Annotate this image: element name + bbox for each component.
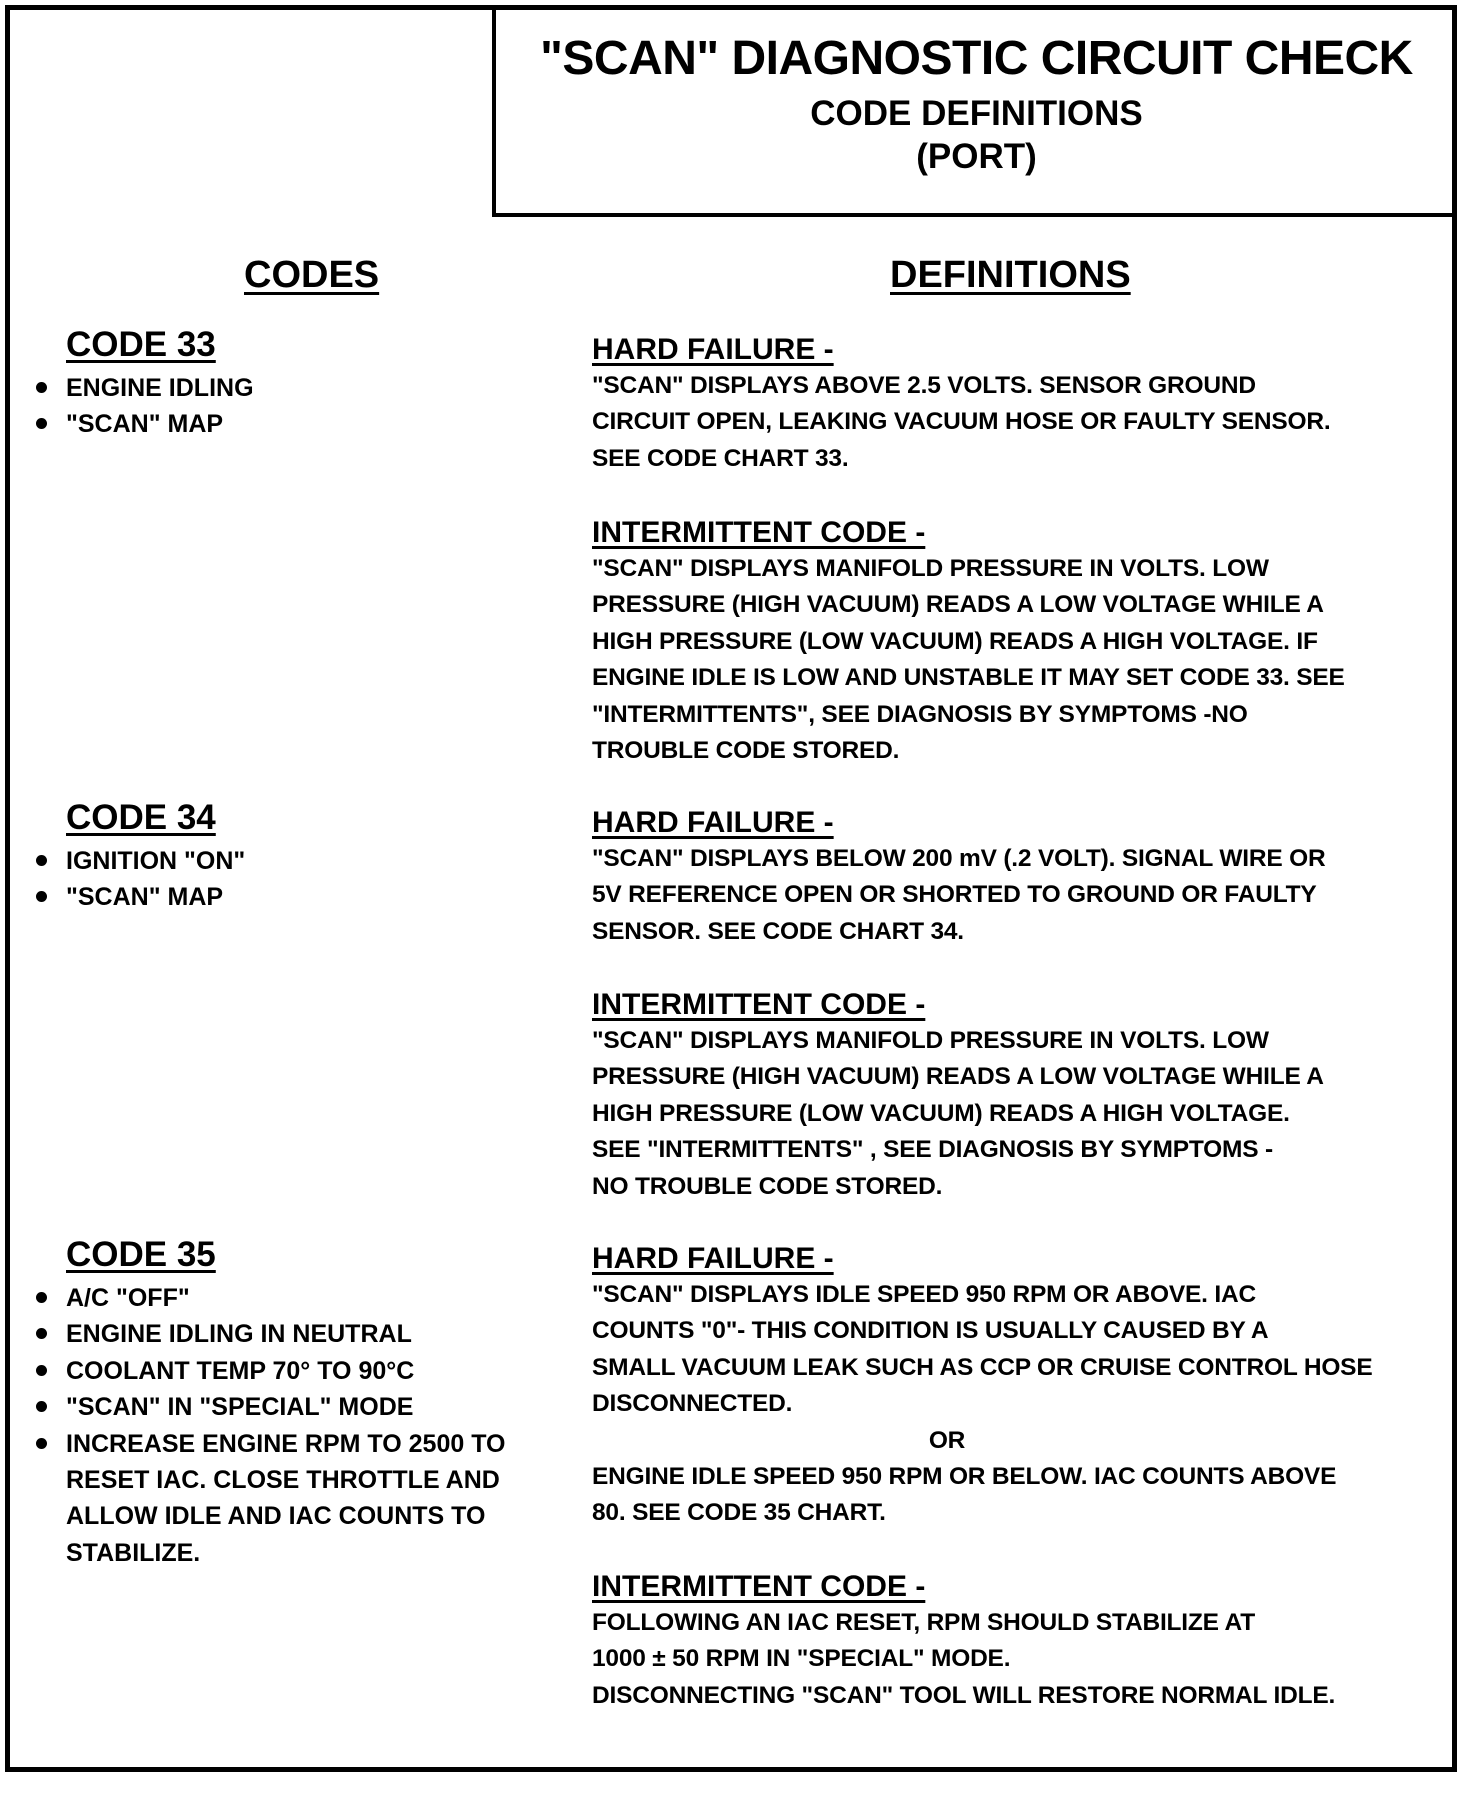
definition-heading: INTERMITTENT CODE -	[592, 516, 926, 549]
condition-item: "SCAN" MAP	[30, 879, 540, 915]
code-34-hard-failure	[592, 805, 1422, 950]
definition-text: "SCAN" DISPLAYS BELOW 200 mV (.2 VOLT). SIGNAL WIRE OR 5V REFERENCE OPEN OR SHORTED TO GROUND OR FAULTY SENSOR. SEE CODE CHART 34.	[592, 845, 1326, 945]
subtitle-line-2: (PORT)	[916, 137, 1037, 176]
definition-heading: INTERMITTENT CODE -	[592, 988, 926, 1021]
code-33-conditions	[30, 370, 540, 443]
condition-item: ENGINE IDLING	[30, 370, 540, 406]
code-34-title: CODE 34	[66, 798, 216, 837]
condition-item: ENGINE IDLING IN NEUTRAL	[30, 1316, 540, 1352]
definitions-column-heading: DEFINITIONS	[890, 254, 1131, 296]
code-35-hard-failure	[592, 1241, 1422, 1532]
definition-text: "SCAN" DISPLAYS IDLE SPEED 950 RPM OR ABOVE. IAC COUNTS "0"- THIS CONDITION IS USUALLY CAUSED BY A SMALL VACUUM LEAK SUCH AS CCP OR CRUISE CONTROL HOSE DISCONNECTED.	[592, 1281, 1373, 1418]
condition-item: "SCAN" IN "SPECIAL" MODE	[30, 1389, 540, 1425]
code-34-conditions	[30, 843, 540, 916]
subtitle-line-1: CODE DEFINITIONS	[810, 94, 1143, 133]
definition-heading: HARD FAILURE -	[592, 1242, 834, 1275]
definition-heading: HARD FAILURE -	[592, 333, 834, 366]
title-box	[492, 5, 1457, 217]
definition-text-alt: ENGINE IDLE SPEED 950 RPM OR BELOW. IAC COUNTS ABOVE 80. SEE CODE 35 CHART.	[592, 1463, 1337, 1527]
code-33-hard-failure	[592, 332, 1422, 477]
code-34-intermittent	[592, 987, 1422, 1205]
codes-column-heading: CODES	[244, 254, 380, 296]
condition-item: A/C "OFF"	[30, 1280, 540, 1316]
or-separator: OR	[928, 1426, 966, 1454]
definition-heading: INTERMITTENT CODE -	[592, 1570, 926, 1603]
condition-item: "SCAN" MAP	[30, 406, 540, 442]
condition-item: COOLANT TEMP 70° TO 90°C	[30, 1353, 540, 1389]
code-35-title: CODE 35	[66, 1235, 216, 1274]
code-35-conditions	[30, 1280, 540, 1571]
code-33-title: CODE 33	[66, 325, 216, 364]
code-35-intermittent	[592, 1569, 1422, 1714]
definition-text: FOLLOWING AN IAC RESET, RPM SHOULD STABILIZE AT 1000 ± 50 RPM IN "SPECIAL" MODE. DISCONNECTING "SCAN" TOOL WILL RESTORE NORMAL IDLE.	[592, 1609, 1336, 1709]
condition-item: IGNITION "ON"	[30, 843, 540, 879]
definition-heading: HARD FAILURE -	[592, 806, 834, 839]
definition-text: "SCAN" DISPLAYS MANIFOLD PRESSURE IN VOLTS. LOW PRESSURE (HIGH VACUUM) READS A LOW VOLTAGE WHILE A HIGH PRESSURE (LOW VACUUM) READS A HIGH VOLTAGE. IF ENGINE IDLE IS LOW AND UNSTABLE IT MAY SET CODE 33. SEE "INTERMITTENTS", SEE DIAGNOSIS BY SYMPTOMS -NO TROUBLE CODE STORED.	[592, 555, 1345, 765]
definition-text: "SCAN" DISPLAYS ABOVE 2.5 VOLTS. SENSOR GROUND CIRCUIT OPEN, LEAKING VACUUM HOSE OR FAULTY SENSOR. SEE CODE CHART 33.	[592, 372, 1331, 472]
page-title: "SCAN" DIAGNOSTIC CIRCUIT CHECK	[540, 32, 1413, 85]
condition-item: INCREASE ENGINE RPM TO 2500 TO RESET IAC. CLOSE THROTTLE AND ALLOW IDLE AND IAC COUNTS TO STABILIZE.	[30, 1426, 540, 1572]
definition-text: "SCAN" DISPLAYS MANIFOLD PRESSURE IN VOLTS. LOW PRESSURE (HIGH VACUUM) READS A LOW VOLTAGE WHILE A HIGH PRESSURE (LOW VACUUM) READS A HIGH VOLTAGE. SEE "INTERMITTENTS" , SEE DIAGNOSIS BY SYMPTOMS - NO TROUBLE CODE STORED.	[592, 1027, 1324, 1200]
code-33-intermittent	[592, 515, 1422, 769]
page-subtitle	[496, 92, 1457, 178]
